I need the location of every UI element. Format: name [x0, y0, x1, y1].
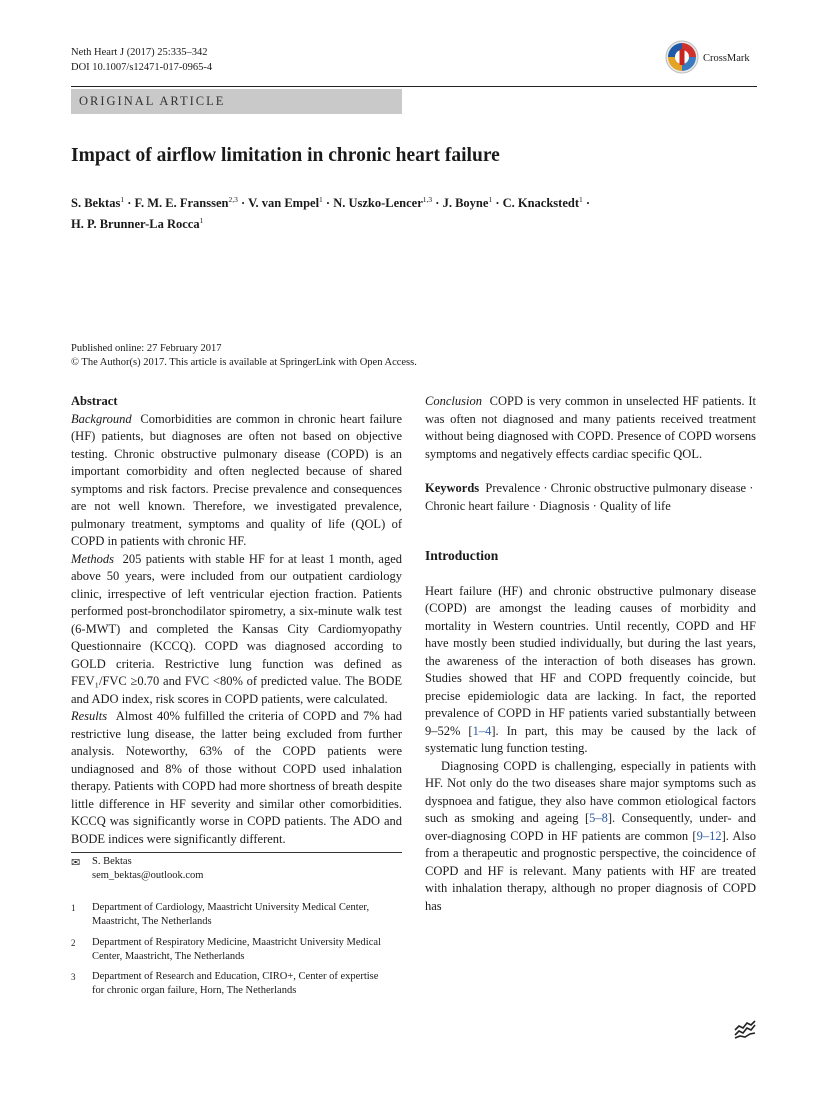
envelope-icon: ✉: [71, 857, 81, 869]
article-title: Impact of airflow limitation in chronic heart failure: [71, 145, 500, 166]
crossmark-label: CrossMark: [703, 53, 750, 64]
affiliation-text: Department of Cardiology, Maastricht University Medical Center, Maastricht, The Netherlands: [92, 902, 370, 927]
author-separator: ·: [492, 196, 503, 211]
crossmark-badge[interactable]: [665, 40, 759, 76]
citation-link[interactable]: 9–12: [696, 828, 722, 843]
published-date: Published online: 27 February 2017: [71, 343, 222, 354]
copyright-notice: © The Author(s) 2017. This article is available at SpringerLink with Open Access.: [71, 357, 417, 368]
author-separator: ·: [582, 196, 591, 211]
author-affiliation: 1: [120, 195, 125, 204]
author-affiliation: 1: [488, 195, 493, 204]
intro-text: Heart failure (HF) and chronic obstructive pulmonary disease (COPD) are amongst the leading causes of morbidity and mortality in Western countries. Until recently, COPD and HF have mostly been studied individually, but during the last years, the awareness of the interaction of both diseases has grown. Studies showed that HF and COPD frequently coincide, but precise epidemiologic data are lacking. In fact, the reported prevalence of COPD in HF patients varied substantially between 9–52% [: [425, 583, 756, 738]
author-name: F. M. E. Franssen: [134, 196, 229, 211]
author-separator: ·: [322, 196, 334, 211]
abstract-left-column: [71, 393, 402, 848]
author-affiliation: 1,3: [422, 195, 433, 204]
publication-info: [71, 342, 417, 370]
springer-horse-icon: [733, 1019, 757, 1039]
author-name: S. Bektas: [71, 196, 121, 211]
right-column: [425, 393, 756, 915]
author-separator: ·: [237, 196, 249, 211]
author-affiliation: 2,3: [228, 195, 238, 204]
author-affiliation: 1: [579, 195, 583, 204]
author-name: C. Knackstedt: [502, 196, 580, 211]
methods-label: Methods: [71, 551, 115, 566]
abstract-methods: [71, 551, 402, 709]
conclusion-text: COPD is very common in unselected HF patients. It was often not diagnosed and many patients received treatment without being diagnosed with COPD. Presence of COPD worsens symptoms and negatively effects cardiac specific QOL.: [425, 394, 757, 461]
intro-text: ]. In part, this may be caused by the lack of systematic lung function testing.: [425, 723, 756, 755]
correspondence-email[interactable]: sem_bektas@outlook.com: [92, 870, 204, 881]
results-label: Results: [71, 709, 108, 723]
footnote-rule: [71, 852, 402, 853]
journal-header: [71, 45, 212, 75]
citation-link[interactable]: 1–4: [472, 723, 492, 738]
correspondence-name: S. Bektas: [92, 856, 132, 867]
section-label: ORIGINAL ARTICLE: [71, 89, 402, 114]
header-rule: [71, 86, 757, 87]
author-name: N. Uszko-Lencer: [333, 196, 423, 211]
intro-paragraph-1: [425, 583, 756, 758]
author-list: [71, 191, 761, 233]
abstract-background: [71, 411, 402, 551]
author-affiliation: 1: [319, 195, 323, 204]
introduction-heading: Introduction: [425, 548, 499, 563]
intro-paragraph-2: [425, 758, 756, 916]
author-name: J. Boyne: [442, 196, 489, 211]
affiliation-number: 2: [71, 938, 76, 948]
author-line-1: [71, 191, 761, 212]
abstract-results: [71, 708, 402, 848]
author-name: V. van Empel: [248, 196, 320, 211]
crossmark-icon: [665, 40, 699, 74]
abstract-heading: Abstract: [71, 394, 118, 408]
author-separator: ·: [432, 196, 443, 211]
journal-doi[interactable]: DOI 10.1007/s12471-017-0965-4: [71, 62, 213, 73]
keywords-label: Keywords: [425, 481, 480, 495]
results-text: Almost 40% fulfilled the criteria of COPD and 7% had restrictive lung disease, the latter being excluded from further analysis. Noteworthy, 63% of the COPD patients were undiagnosed and 8% of those without COPD used inhalation therapy. Patients with COPD had more shortness of breath despite little difference in HF severity and similar other comorbidities. KCCQ was significantly worse in COPD patients. The ADO and BODE indices were significantly different.: [71, 709, 403, 846]
citation-link[interactable]: 5–8: [589, 811, 608, 825]
intro-text: Diagnosing COPD is challenging, especially in patients with HF. Not only do the two diseases share major symptoms such as dyspnoea and fatigue, they also have common etiological factors such as smoking and ageing [: [425, 758, 756, 825]
intro-text: ]. Also from a therapeutic and prognostic perspective, the coincidence of COPD and HF is relevant. Many patients with HF are treated with inhalation therapy, although no proper diagnosis of COPD has: [425, 828, 756, 913]
author-name: H. P. Brunner-La Rocca: [71, 217, 200, 232]
methods-text: 205 patients with stable HF for at least 1 month, aged above 50 years, were included from our outpatient cardiology clinic, irrespective of left ventricular ejection fraction. Patients performed post-bronchodilator spirometry, a six-minute walk test (6-MWT) and completed the Kansas City Cardiomyopathy Questionnaire (KCCQ). COPD was diagnosed according to GOLD criteria. Restrictive lung function was defined as FEV₁/FVC ≥0.70 and FVC <80% of predicted value. The BODE and ADO index, risk scores in COPD patients, were calculated.: [71, 551, 402, 706]
intro-text: ]. Consequently, under- and over-diagnosing COPD in HF patients are common [: [425, 811, 756, 843]
background-label: Background: [71, 411, 132, 426]
affiliation-text: Department of Research and Education, CIRO+, Center of expertise for chronic organ failure, Horn, The Netherlands: [92, 971, 379, 996]
keywords: [425, 480, 756, 515]
author-line-2: [71, 212, 761, 233]
affiliation-number: 1: [71, 903, 76, 913]
author-affiliation: 1: [199, 216, 204, 226]
journal-citation: Neth Heart J (2017) 25:335–342: [71, 47, 208, 58]
keywords-text: Prevalence · Chronic obstructive pulmonary disease · Chronic heart failure · Diagnosis · Quality of life: [425, 481, 754, 513]
affiliation-number: 3: [71, 972, 76, 982]
conclusion-label: Conclusion: [425, 394, 482, 408]
affiliation-text: Department of Respiratory Medicine, Maastricht University Medical Center, Maastricht, The Netherlands: [92, 937, 381, 962]
author-separator: ·: [124, 196, 135, 211]
correspondence: [92, 855, 203, 883]
background-text: Comorbidities are common in chronic heart failure (HF) patients, but diagnoses are often not based on objective testing. Chronic obstructive pulmonary disease (COPD) is an important comorbidity and often neglected because of shared symptoms and risk factors. Precise prevalence and consequences are not well known. Therefore, we investigated prevalence, pulmonary treatment, symptoms and quality of life (QOL) of COPD in patients with chronic HF.: [71, 411, 403, 548]
abstract-conclusion: [425, 393, 756, 463]
